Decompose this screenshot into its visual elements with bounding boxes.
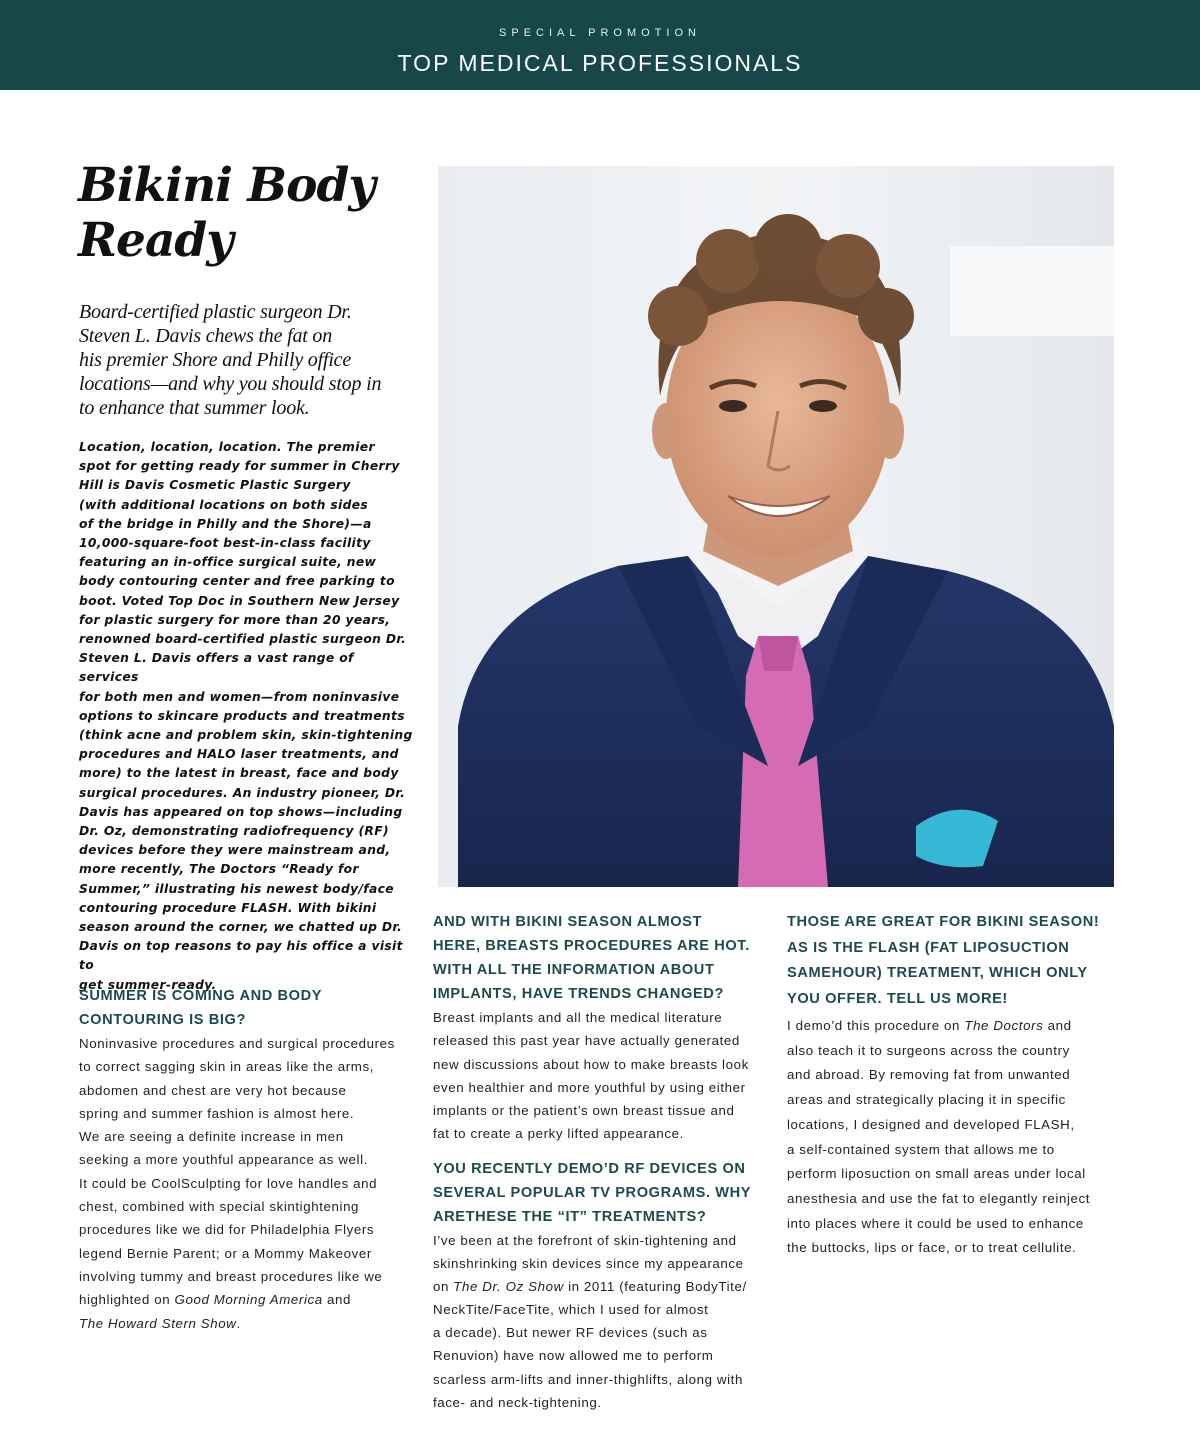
intro-line: Location, location, location. The premier — [79, 440, 375, 454]
deck-line: locations—and why you should stop in — [79, 373, 382, 395]
answer-text-run: . — [236, 1315, 241, 1331]
intro-line: Steven L. Davis offers a vast range of services — [79, 651, 354, 685]
answer-line: seeking a more youthful appearance as well. — [79, 1152, 368, 1168]
qa-flash-treatment — [787, 910, 1122, 1261]
answer-line: perform liposuction on small areas under local — [787, 1166, 1086, 1182]
answer-line: fat to create a perky lifted appearance. — [433, 1126, 684, 1142]
answer-text-run: in 2011 (featuring BodyTite/ — [563, 1279, 747, 1295]
intro-line: Davis has appeared on top shows—including — [79, 804, 403, 819]
qa-rf-devices — [433, 1157, 773, 1414]
question-line: YOU RECENTLY DEMO’D RF DEVICES ON — [433, 1161, 746, 1177]
intro-line: more) to the latest in breast, face and body — [79, 766, 399, 781]
show-title: The Doctors — [964, 1018, 1044, 1033]
intro-line: 10,000-square-foot best-in-class facility — [79, 536, 371, 551]
intro-line: options to skincare products and treatments — [79, 708, 405, 723]
show-title: The Dr. Oz Show — [453, 1279, 564, 1295]
answer-text — [433, 1229, 773, 1414]
intro-line: season around the corner, we chatted up Dr. — [79, 920, 403, 935]
answer-line: also teach it to surgeons across the country — [787, 1042, 1070, 1058]
answer-line: legend Bernie Parent; or a Mommy Makeover — [79, 1245, 372, 1261]
intro-line: for both men and women—from noninvasive — [79, 689, 400, 704]
answer-line: implants or the patient’s own breast tissue and — [433, 1103, 735, 1119]
answer-line: even healthier and more youthful by using either — [433, 1079, 746, 1095]
answer-line: face- and neck-tightening. — [433, 1394, 602, 1410]
question-line: IMPLANTS, HAVE TRENDS CHANGED? — [433, 986, 724, 1002]
question-line: SAMEHOUR) TREATMENT, WHICH ONLY — [787, 965, 1088, 981]
answer-line: released this past year have actually generated — [433, 1033, 740, 1049]
answer-line: We are seeing a definite increase in men — [79, 1129, 344, 1145]
question-line: CONTOURING IS BIG? — [79, 1012, 247, 1028]
answer-line: Noninvasive procedures and surgical procedures — [79, 1036, 395, 1051]
answer-line: and abroad. By removing fat from unwanted — [787, 1067, 1071, 1083]
answer-line: into places where it could be used to enhance — [787, 1215, 1084, 1231]
headline-line: Ready — [78, 213, 233, 268]
section-kicker: SPECIAL PROMOTION — [499, 27, 701, 39]
article-headline — [78, 158, 408, 268]
answer-text-run: I demo’d this procedure on — [787, 1018, 965, 1033]
question-line: SUMMER IS COMING AND BODY — [79, 988, 323, 1004]
intro-line: get summer-ready. — [79, 977, 217, 992]
answer-line: the buttocks, lips or face, or to treat cellulite. — [787, 1240, 1077, 1256]
intro-line: surgical procedures. An industry pioneer, Dr. — [79, 785, 406, 800]
intro-line: renowned board-certified plastic surgeon Dr. — [79, 632, 407, 647]
deck-line: to enhance that summer look. — [79, 397, 310, 419]
answer-line: I’ve been at the forefront of skin-tightening and — [433, 1233, 737, 1248]
answer-line: new discussions about how to make breasts look — [433, 1056, 749, 1072]
qa-summer-body-contouring — [79, 984, 419, 1335]
intro-line: Davis on top reasons to pay his office a visit to — [79, 939, 403, 973]
question-line: SEVERAL POPULAR TV PROGRAMS. WHY — [433, 1185, 752, 1201]
intro-line: boot. Voted Top Doc in Southern New Jersey — [79, 593, 400, 608]
show-title: The Howard Stern Show — [79, 1315, 237, 1331]
answer-text — [79, 1032, 419, 1335]
deck-line: Steven L. Davis chews the fat on — [79, 325, 332, 347]
answer-text-run: on — [433, 1279, 454, 1295]
qa-breast-procedures — [433, 910, 773, 1146]
headline-line: Bikini Body — [78, 158, 375, 213]
answer-line: to correct sagging skin in areas like the arms, — [79, 1059, 374, 1075]
question-heading — [787, 910, 1122, 1012]
answer-line: involving tummy and breast procedures like we — [79, 1268, 383, 1284]
intro-line: Summer,” illustrating his newest body/face — [79, 881, 394, 896]
question-line: HERE, BREASTS PROCEDURES ARE HOT. — [433, 938, 750, 954]
header-banner — [0, 0, 1200, 90]
answer-line: a decade). But newer RF devices (such as — [433, 1325, 708, 1341]
answer-line: abdomen and chest are very hot because — [79, 1082, 347, 1098]
answer-text — [787, 1014, 1122, 1261]
answer-line: areas and strategically placing it in specific — [787, 1092, 1066, 1108]
question-line: THOSE ARE GREAT FOR BIKINI SEASON! — [787, 914, 1100, 930]
question-heading — [79, 984, 419, 1032]
answer-line: spring and summer fashion is almost here. — [79, 1105, 355, 1121]
answer-line: Renuvion) have now allowed me to perform — [433, 1348, 714, 1364]
question-heading — [433, 910, 773, 1006]
intro-line: procedures and HALO laser treatments, and — [79, 747, 399, 762]
intro-line: contouring procedure FLASH. With bikini — [79, 900, 377, 915]
question-line: AS IS THE FLASH (FAT LIPOSUCTION — [787, 939, 1070, 956]
answer-line: chest, combined with special skintightening — [79, 1199, 360, 1215]
answer-line: scarless arm-lifts and inner-thighlifts, along with — [433, 1371, 743, 1387]
question-heading — [433, 1157, 773, 1229]
answer-line: anesthesia and use the fat to elegantly reinject — [787, 1190, 1091, 1206]
answer-text-run: and — [322, 1292, 352, 1308]
deck-line: Board-certified plastic surgeon Dr. — [79, 301, 352, 323]
intro-line: for plastic surgery for more than 20 years, — [79, 612, 391, 627]
intro-paragraph — [79, 438, 414, 995]
intro-line: body contouring center and free parking to — [79, 574, 395, 589]
intro-line: more recently, The Doctors “Ready for — [79, 862, 359, 877]
intro-line: (with additional locations on both sides — [79, 497, 369, 512]
intro-line: featuring an in-office surgical suite, new — [79, 555, 377, 570]
intro-line: (think acne and problem skin, skin-tightening — [79, 728, 413, 743]
intro-line: spot for getting ready for summer in Cherry — [79, 459, 400, 474]
question-line: YOU OFFER. TELL US MORE! — [787, 990, 1008, 1007]
show-title: Good Morning America — [174, 1292, 323, 1308]
deck-line: his premier Shore and Philly office — [79, 349, 352, 371]
answer-line: locations, I designed and developed FLASH, — [787, 1116, 1075, 1132]
answer-line: NeckTite/FaceTite, which I used for almost — [433, 1302, 709, 1318]
answer-text — [433, 1006, 773, 1146]
doctor-portrait-photo — [438, 166, 1114, 887]
question-line: WITH ALL THE INFORMATION ABOUT — [433, 962, 715, 978]
answer-line: It could be CoolSculpting for love handles and — [79, 1175, 378, 1191]
question-line: AND WITH BIKINI SEASON ALMOST — [433, 914, 702, 930]
intro-line: Hill is Davis Cosmetic Plastic Surgery — [79, 478, 351, 493]
answer-line: Breast implants and all the medical literature — [433, 1010, 723, 1025]
intro-line: of the bridge in Philly and the Shore)—a — [79, 516, 372, 531]
answer-line: procedures like we did for Philadelphia Flyers — [79, 1222, 375, 1238]
section-title: TOP MEDICAL PROFESSIONALS — [397, 50, 803, 76]
answer-line: skinshrinking skin devices since my appearance — [433, 1256, 744, 1272]
question-line: ARETHESE THE “IT” TREATMENTS? — [433, 1209, 707, 1225]
intro-line: Dr. Oz, demonstrating radiofrequency (RF) — [79, 824, 389, 839]
answer-text-run: and — [1043, 1018, 1072, 1033]
answer-text-run: highlighted on — [79, 1292, 175, 1308]
article-deck — [79, 300, 409, 420]
answer-line: a self-contained system that allows me to — [787, 1141, 1055, 1157]
intro-line: devices before they were mainstream and, — [79, 843, 391, 858]
